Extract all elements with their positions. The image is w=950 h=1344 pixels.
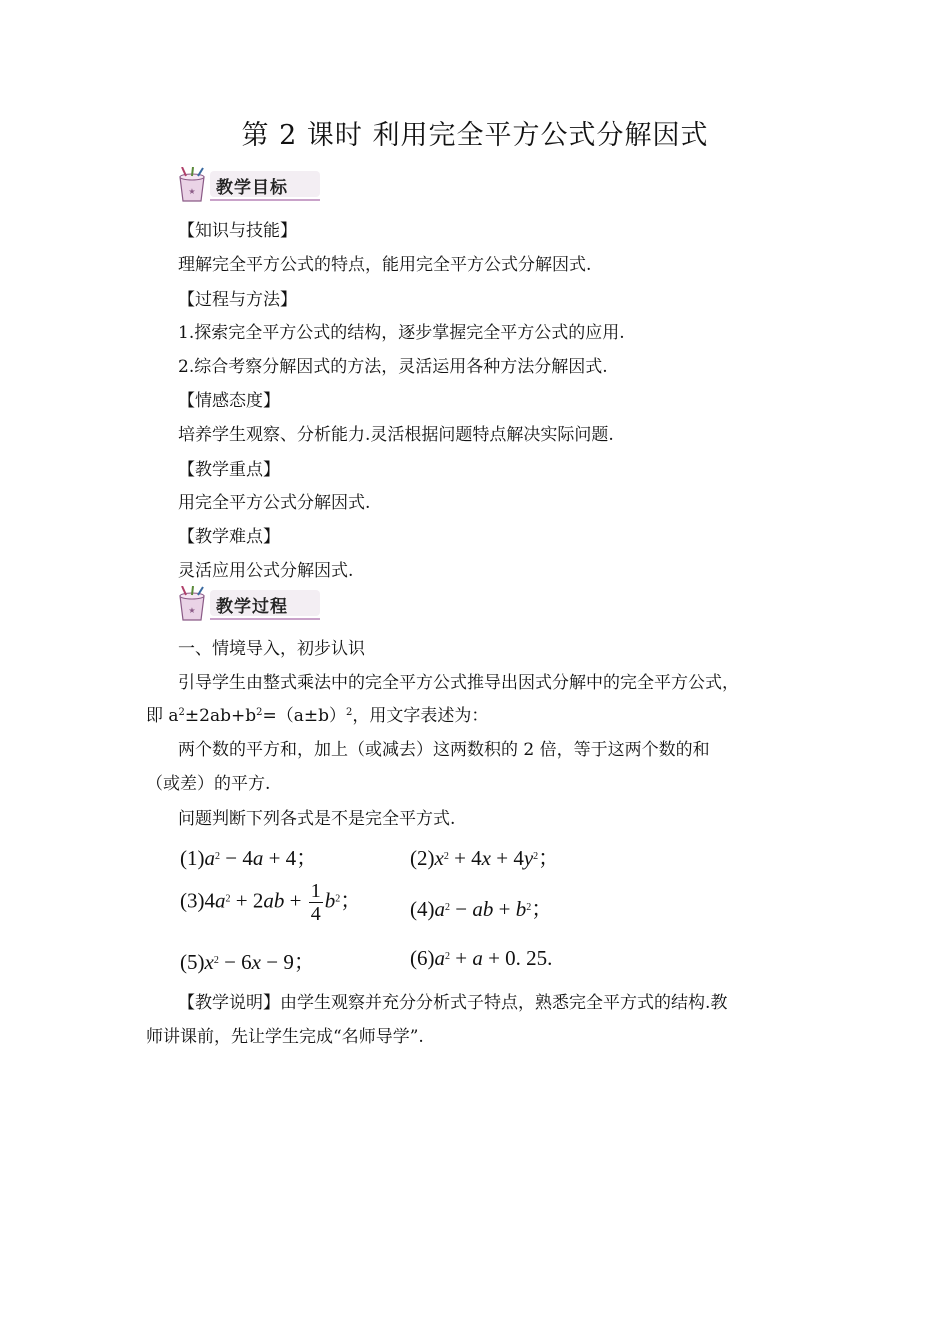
intro-line-1: 引导学生由整式乘法中的完全平方公式推导出因式分解中的完全平方公式， (178, 673, 739, 693)
knowledge-text: 理解完全平方公式的特点，能用完全平方公式分解因式. (178, 255, 592, 275)
question-text: 问题判断下列各式是不是完全平方式. (178, 809, 456, 829)
emotion-heading: 【情感态度】 (178, 391, 280, 411)
teaching-note-line-2: 师讲课前，先让学生完成“名师导学”. (146, 1027, 424, 1047)
svg-text:★: ★ (188, 606, 196, 615)
expression-5: $(5)x^2 - 6x - 9$； (180, 950, 315, 974)
difficult-point-heading: 【教学难点】 (178, 527, 280, 547)
teaching-process-badge (174, 586, 324, 626)
knowledge-heading: 【知识与技能】 (178, 221, 297, 241)
key-point-text: 用完全平方公式分解因式. (178, 493, 371, 513)
statement-line-2: （或差）的平方. (146, 774, 271, 794)
expression-2: $(2)x^2 + 4x + 4y^2$； (410, 846, 560, 870)
svg-text:★: ★ (188, 187, 196, 196)
expression-3: $(3)4a^2 + 2ab$ + $\frac{1}{4}$ $b^2$； (180, 880, 362, 925)
section-1-heading: 一、情境导入，初步认识 (178, 639, 365, 659)
statement-line-1: 两个数的平方和，加上（或减去）这两数积的 2 倍，等于这两个数的和 (178, 740, 710, 760)
expression-1: $(1)a^2 - 4a + 4$； (180, 846, 318, 870)
difficult-point-text: 灵活应用公式分解因式. (178, 561, 354, 581)
teaching-note-line-1: 【教学说明】由学生观察并充分分析式子特点，熟悉完全平方式的结构.教 (178, 993, 728, 1013)
intro-line-2: 即 $a^2\pm 2ab+b^2=(a\pm b)^2$，用文字表述为： (146, 706, 489, 726)
expression-6: $(6)a^2 + a + 0$. 25. (410, 946, 553, 970)
badge-process-label: 教学过程 (216, 597, 288, 617)
expression-4: $(4)a^2$ − ab + $b^2$； (410, 897, 553, 921)
process-method-heading: 【过程与方法】 (178, 290, 297, 310)
teaching-goals-badge (174, 167, 324, 207)
process-method-item-1: 1.探索完全平方公式的结构，逐步掌握完全平方公式的应用. (178, 323, 625, 343)
process-method-item-2: 2.综合考察分解因式的方法，灵活运用各种方法分解因式. (178, 357, 608, 377)
badge-goals-label: 教学目标 (216, 178, 288, 198)
fraction-one-quarter: $\frac{1}{4}$ (310, 880, 321, 925)
emotion-text: 培养学生观察、分析能力.灵活根据问题特点解决实际问题. (178, 425, 614, 445)
key-point-heading: 【教学重点】 (178, 460, 280, 480)
lesson-title: 第 2 课时 利用完全平方公式分解因式 (241, 120, 709, 151)
